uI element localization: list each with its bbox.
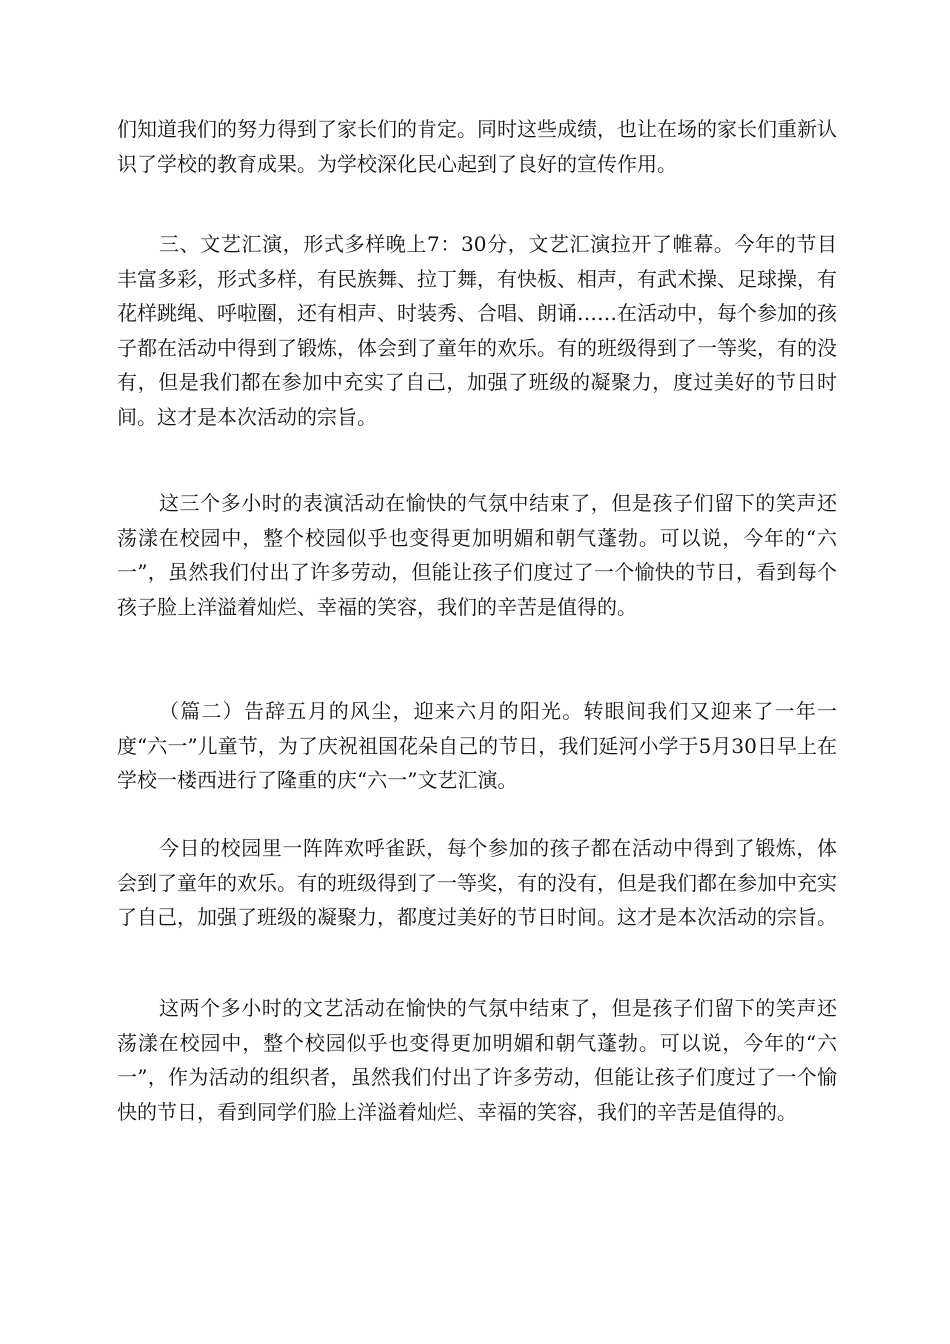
paragraph-closing-two: 这两个多小时的文艺活动在愉快的气氛中结束了，但是孩子们留下的笑声还荡漾在校园中，整个校园似乎也变得更加明媚和朝气蓬勃。可以说，今年的“六一”，作为活动的组织者，虽然我们付出了许多劳动，但能让孩子们度过了一个愉快的节日，看到同学们脸上洋溢着灿烂、幸福的笑容，我们的辛苦是值得的。 (117, 996, 837, 1124)
paragraph-closing-one: 这三个多小时的表演活动在愉快的气氛中结束了，但是孩子们留下的笑声还荡漾在校园中，整个校园似乎也变得更加明媚和朝气蓬勃。可以说，今年的“六一”，虽然我们付出了许多劳动，但能让孩子们度过了一个愉快的节日，看到每个孩子脸上洋溢着灿烂、幸福的笑容，我们的辛苦是值得的。 (117, 491, 837, 619)
paragraph-part-two-intro: （篇二）告辞五月的风尘，迎来六月的阳光。转眼间我们又迎来了一年一度“六一”儿童节，为了庆祝祖国花朵自己的节日，我们延河小学于5月30日早上在学校一楼西进行了隆重的庆“六一”文艺汇演。 (117, 699, 837, 792)
paragraph-campus-day: 今日的校园里一阵阵欢呼雀跃，每个参加的孩子都在活动中得到了锻炼，体会到了童年的欢乐。有的班级得到了一等奖，有的没有，但是我们都在参加中充实了自己，加强了班级的凝聚力，都度过美好的节日时间。这才是本次活动的宗旨。 (117, 836, 837, 929)
paragraph-performance-section: 三、文艺汇演，形式多样晚上7：30分，文艺汇演拉开了帷幕。今年的节目丰富多彩，形式多样，有民族舞、拉丁舞，有快板、相声，有武术操、足球操，有花样跳绳、呼啦圈，还有相声、时装秀、合唱、朗诵……在活动中，每个参加的孩子都在活动中得到了锻炼，体会到了童年的欢乐。有的班级得到了一等奖，有的没有，但是我们都在参加中充实了自己，加强了班级的凝聚力，度过美好的节日时间。这才是本次活动的宗旨。 (117, 232, 837, 429)
paragraph-continuation: 们知道我们的努力得到了家长们的肯定。同时这些成绩，也让在场的家长们重新认识了学校的教育成果。为学校深化民心起到了良好的宣传作用。 (117, 117, 837, 176)
